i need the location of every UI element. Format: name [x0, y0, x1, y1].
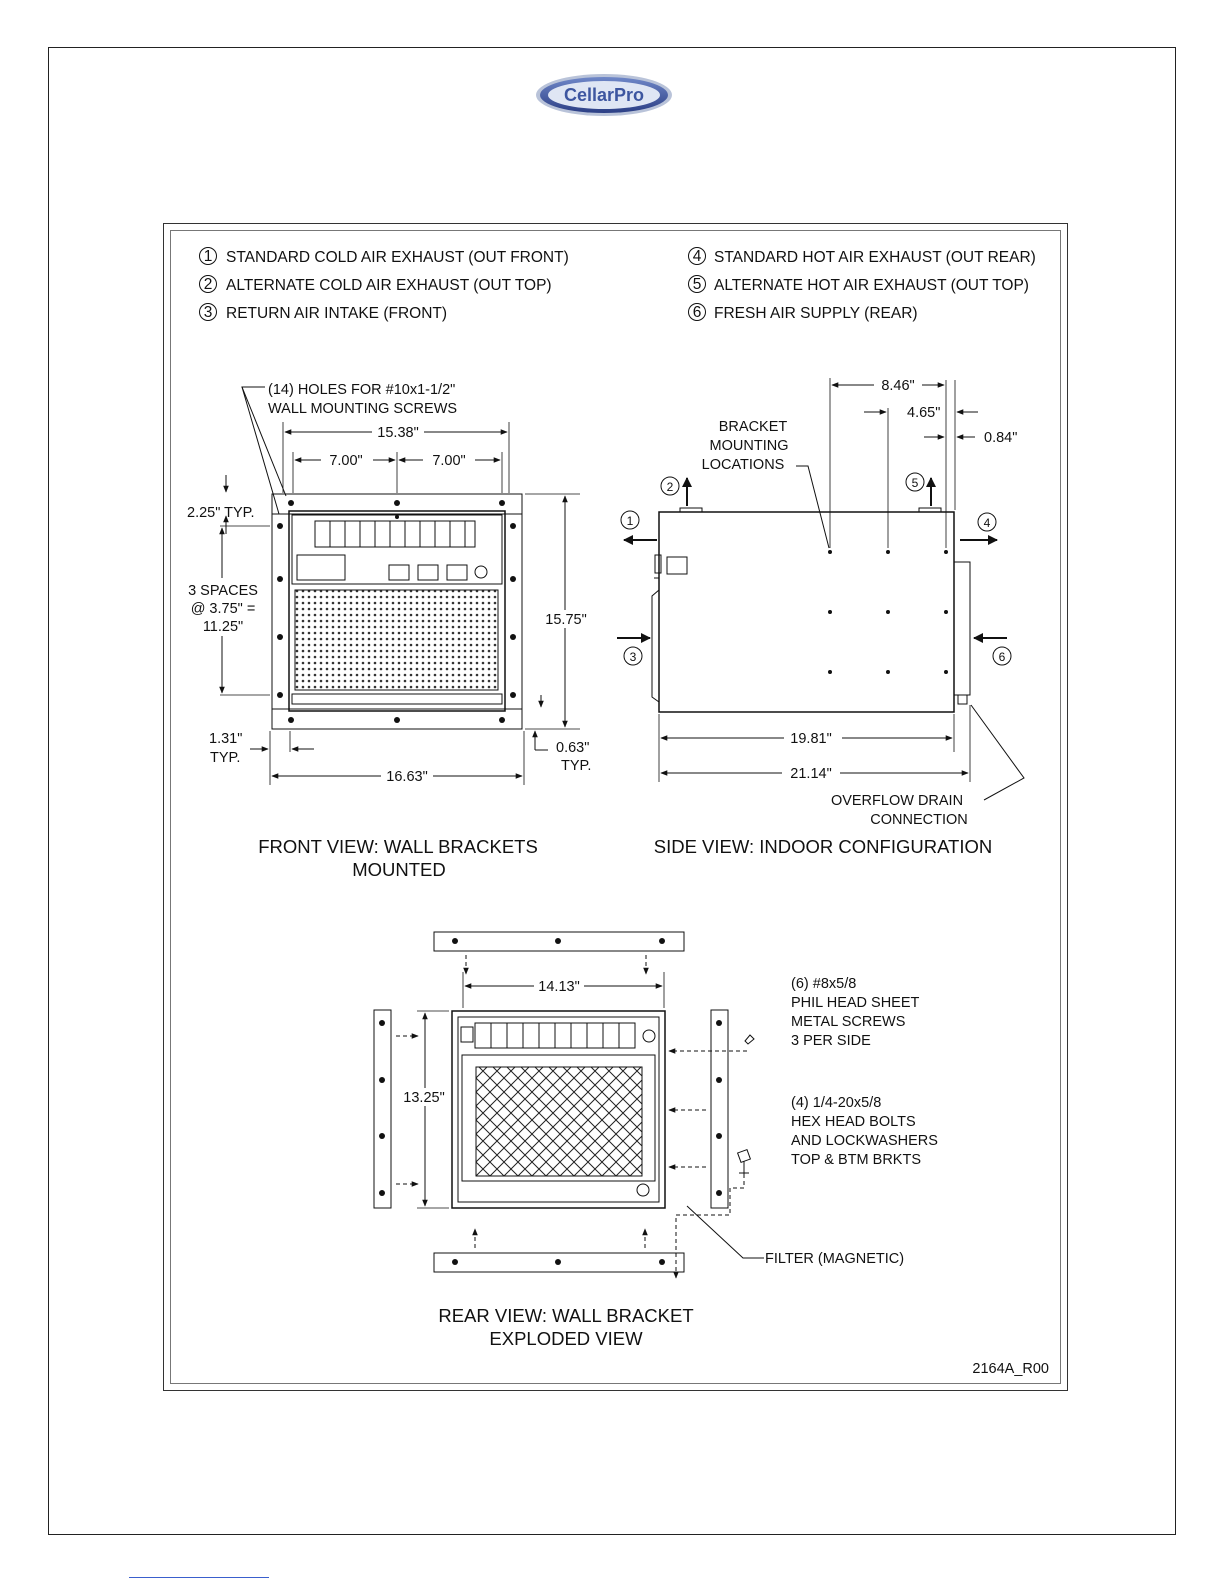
dim-label-0-63-typ: TYP. [561, 758, 592, 774]
spaces-label: 11.25" [202, 619, 244, 635]
front-button [418, 565, 438, 580]
rear-filter-mesh [476, 1067, 642, 1176]
legend [200, 248, 1036, 323]
side-front-panel [652, 590, 659, 702]
dim-label-13-25: 13.25" [403, 1090, 445, 1106]
front-right-bracket [505, 514, 522, 709]
front-button [389, 565, 409, 580]
bracket-mounting-label: BRACKET [718, 419, 788, 435]
legend-item-5 [689, 276, 1029, 295]
bracket-leader [796, 466, 829, 548]
dim-label-4-65: 4.65" [907, 405, 941, 421]
front-left-bracket [272, 514, 289, 709]
dim-label-16-63: 16.63" [386, 769, 428, 785]
side-extension-lines [659, 378, 970, 782]
legend-text: ALTERNATE COLD AIR EXHAUST (OUT TOP) [226, 277, 552, 294]
bolt-glyph [738, 1150, 751, 1163]
front-louver-strip [315, 521, 475, 547]
rear-left-bracket [374, 1010, 391, 1208]
front-display [297, 555, 345, 580]
legend-text: STANDARD HOT AIR EXHAUST (OUT REAR) [714, 249, 1036, 266]
filter-leader [687, 1206, 764, 1258]
callout-number-5: 5 [911, 476, 919, 490]
rear-knob [643, 1030, 655, 1042]
dim-label-15-75: 15.75" [545, 612, 587, 628]
dim-label-14-13: 14.13" [538, 979, 580, 995]
dim-label-7-00: 7.00" [432, 453, 466, 469]
legend-item-1 [200, 248, 569, 267]
callout-number-4: 4 [983, 516, 991, 530]
screw-glyph [745, 1035, 754, 1044]
front-view-caption: MOUNTED [352, 859, 446, 880]
front-perforated-grille [295, 590, 498, 690]
screws-note: METAL SCREWS [791, 1014, 906, 1030]
rear-view-caption: EXPLODED VIEW [489, 1328, 643, 1349]
side-unit-body [659, 512, 954, 712]
screws-note: PHIL HEAD SHEET [791, 995, 920, 1011]
svg-text:CellarPro: CellarPro [563, 85, 645, 105]
legend-text: FRESH AIR SUPPLY (REAR) [714, 305, 918, 322]
rear-right-bracket [711, 1010, 728, 1208]
dim-label-0-63: 0.63" [556, 740, 590, 756]
rear-drain-port [637, 1184, 649, 1196]
dim-label-21-14: 21.14" [790, 766, 832, 782]
front-bottom-rail [292, 694, 502, 704]
overflow-drain-label: OVERFLOW DRAIN [830, 793, 964, 809]
legend-number: 1 [203, 248, 213, 265]
footer-link-underline[interactable] [129, 1577, 269, 1578]
bracket-mounting-label: LOCATIONS [701, 457, 785, 473]
dim-label-1-31-typ: TYP. [210, 750, 241, 766]
front-louvers [330, 521, 465, 547]
overflow-drain-label: CONNECTION [870, 812, 968, 828]
callout-number-1: 1 [626, 514, 634, 528]
bolts-note: TOP & BTM BRKTS [791, 1152, 921, 1168]
bolts-note: HEX HEAD BOLTS [791, 1114, 916, 1130]
dim-label-1-31: 1.31" [209, 731, 243, 747]
callout-number-6: 6 [998, 650, 1006, 664]
drawing-number: 2164A_R00 [972, 1361, 1049, 1377]
rear-louvers [491, 1023, 619, 1048]
dim-label-15-38: 15.38" [377, 425, 419, 441]
side-display [667, 557, 687, 574]
front-knob [475, 566, 487, 578]
filter-label: FILTER (MAGNETIC) [765, 1251, 905, 1267]
legend-item-2 [200, 276, 552, 295]
rear-view-caption: REAR VIEW: WALL BRACKET [438, 1305, 694, 1326]
legend-text: ALTERNATE HOT AIR EXHAUST (OUT TOP) [714, 277, 1029, 294]
bracket-mounting-label: MOUNTING [709, 438, 789, 454]
callout-number-3: 3 [629, 650, 637, 664]
dim-label-8-46: 8.46" [881, 378, 915, 394]
dim-label-0-84: 0.84" [984, 430, 1018, 446]
legend-text: STANDARD COLD AIR EXHAUST (OUT FRONT) [226, 249, 569, 266]
dim-label-19-81: 19.81" [790, 731, 832, 747]
dim-label-2-25: 2.25" TYP. [187, 505, 255, 521]
side-view-caption: SIDE VIEW: INDOOR CONFIGURATION [653, 836, 993, 857]
dim-label-7-00: 7.00" [329, 453, 363, 469]
legend-number: 2 [203, 276, 213, 293]
front-control-panel [292, 515, 502, 584]
holes-note: WALL MOUNTING SCREWS [268, 401, 458, 417]
bracket-mounting-points [828, 550, 948, 674]
legend-number: 5 [692, 276, 702, 293]
spaces-label: 3 SPACES [188, 583, 258, 599]
legend-item-4 [689, 248, 1036, 267]
legend-number: 6 [692, 304, 702, 321]
legend-item-3 [200, 304, 448, 323]
side-drain-fitting [958, 695, 967, 704]
front-button [447, 565, 467, 580]
screws-note: 3 PER SIDE [791, 1033, 871, 1049]
bolts-note: (4) 1/4-20x5/8 [791, 1095, 882, 1111]
front-view-caption: FRONT VIEW: WALL BRACKETS [258, 836, 538, 857]
drain-leader [971, 705, 1024, 800]
callout-number-2: 2 [666, 480, 674, 494]
legend-text: RETURN AIR INTAKE (FRONT) [226, 305, 448, 322]
legend-number: 3 [203, 304, 213, 321]
side-front-tab [655, 555, 661, 573]
side-rear-panel [954, 562, 970, 695]
bolts-note: AND LOCKWASHERS [791, 1133, 938, 1149]
side-view-labels [627, 377, 1018, 857]
screws-note: (6) #8x5/8 [791, 976, 857, 992]
spaces-label: @ 3.75" = [190, 601, 256, 617]
legend-number: 4 [692, 248, 702, 265]
rear-port [461, 1027, 473, 1042]
front-view [220, 387, 580, 785]
legend-item-6 [689, 304, 918, 323]
holes-note: (14) HOLES FOR #10x1-1/2" [268, 382, 456, 398]
